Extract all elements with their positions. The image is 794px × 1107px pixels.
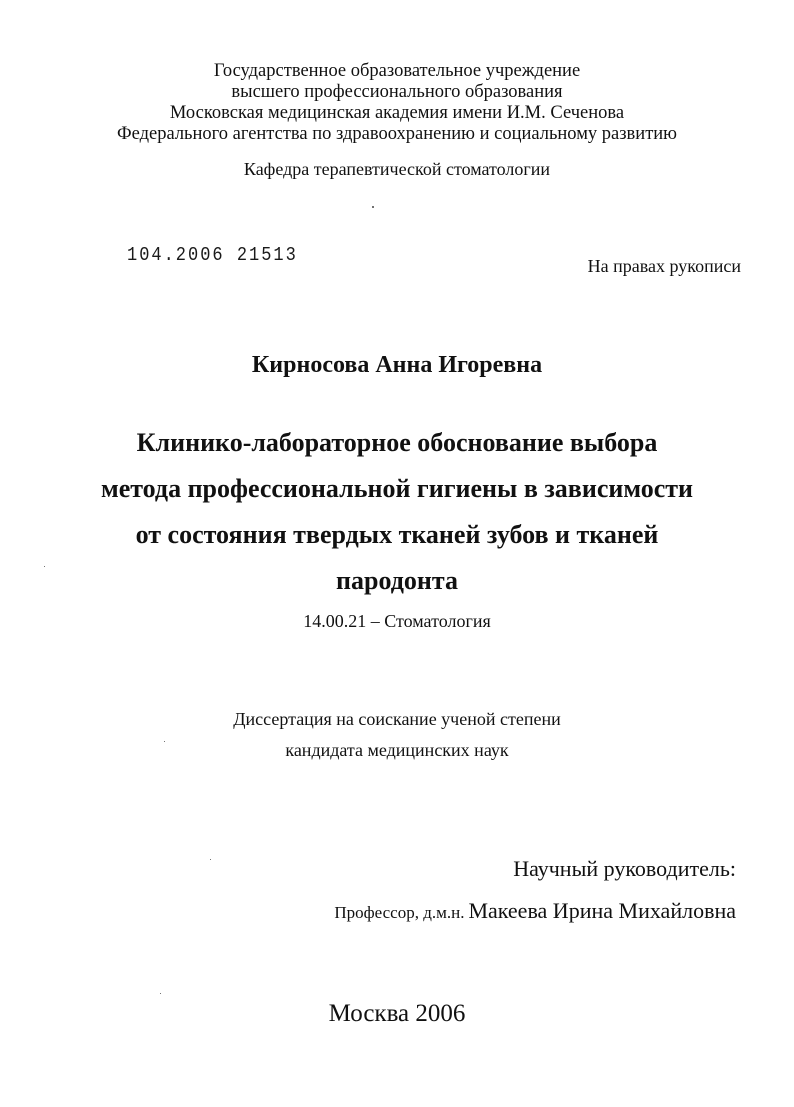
supervisor-title: Профессор, д.м.н.	[334, 903, 465, 922]
title-line-4: пародонта	[336, 566, 458, 595]
institution-line-2: высшего профессионального образования	[231, 82, 563, 102]
scan-speck	[164, 741, 165, 742]
scan-speck	[44, 566, 45, 567]
title-line-2: метода профессиональной гигиены в зависимости	[100, 474, 694, 503]
supervisor-label: Научный руководитель:	[513, 856, 736, 881]
city-year: Москва 2006	[328, 1000, 466, 1027]
scan-speck	[160, 993, 161, 994]
title-line-1: Клинико-лабораторное обоснование выбора	[136, 428, 658, 457]
title-line-3: от состояния твердых тканей зубов и тканей	[135, 520, 659, 549]
degree-line-2: кандидата медицинских наук	[285, 740, 509, 760]
supervisor	[334, 898, 736, 924]
institution-line-4: Федерального агентства по здравоохранению и социальному развитию	[116, 124, 677, 144]
scan-speck	[372, 206, 374, 208]
author-name: Кирносова Анна Игоревна	[251, 352, 543, 378]
institution-line-3: Московская медицинская академия имени И.М. Сеченова	[169, 103, 625, 123]
supervisor-name: Макеева Ирина Михайловна	[468, 898, 736, 923]
manuscript-rights: На правах рукописи	[587, 256, 741, 276]
registration-stamp: 104.2006 21513	[127, 245, 298, 267]
degree-line-1: Диссертация на соискание ученой степени	[233, 709, 561, 729]
scan-speck	[210, 859, 211, 860]
department: Кафедра терапевтической стоматологии	[243, 159, 551, 179]
institution-line-1: Государственное образовательное учреждение	[213, 61, 581, 81]
degree-block	[0, 704, 794, 766]
specialty-code: 14.00.21 – Стоматология	[303, 611, 491, 631]
dissertation-title	[0, 420, 794, 604]
